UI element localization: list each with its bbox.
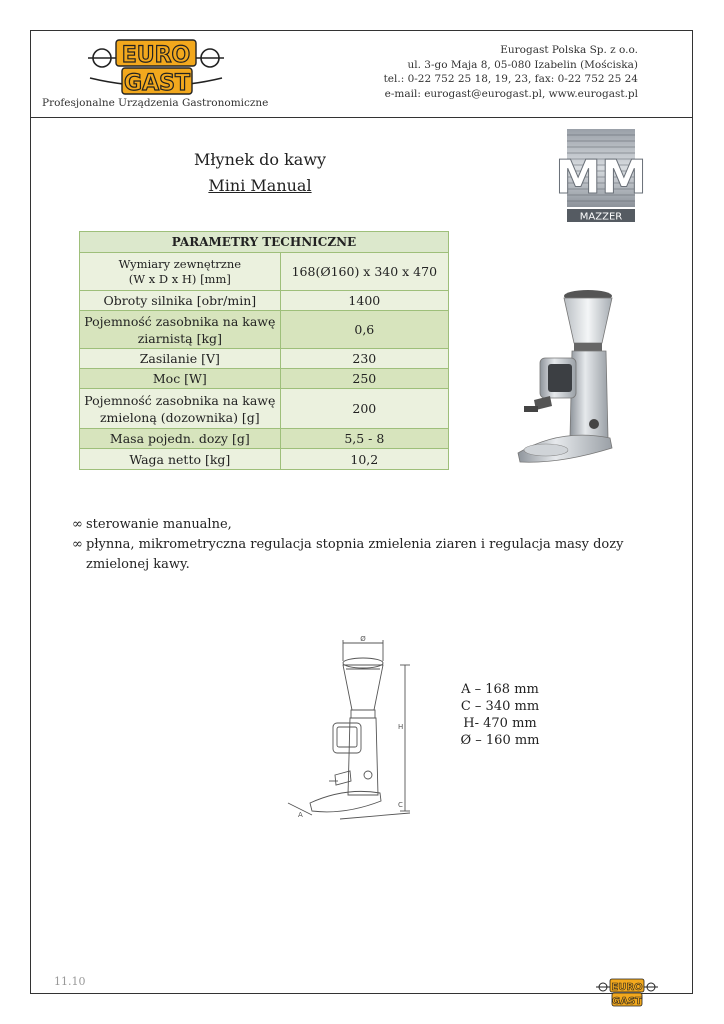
mazzer-logo xyxy=(555,127,647,223)
feature-list xyxy=(72,515,632,575)
dimensions-list xyxy=(455,681,545,749)
spec-label: Waga netto [kg] xyxy=(80,449,281,470)
spec-value: 10,2 xyxy=(280,449,448,470)
dimension-a: A – 168 mm xyxy=(461,682,539,697)
spec-label-line: ziarnistą [kg] xyxy=(137,330,222,346)
logo-text-bottom: GAST xyxy=(124,71,190,96)
dimension-diameter: Ø – 160 mm xyxy=(460,733,540,748)
logo-text-top: EURO xyxy=(121,43,191,68)
header-divider xyxy=(30,117,693,118)
specs-table xyxy=(79,231,449,470)
spec-value: 200 xyxy=(280,389,448,429)
spec-label: Obroty silnika [obr/min] xyxy=(80,291,281,311)
table-row xyxy=(80,311,449,349)
eurogast-logo xyxy=(86,36,226,98)
spec-value: 1400 xyxy=(280,291,448,311)
footer-logo-top: EURO xyxy=(611,982,643,993)
company-tagline: Profesjonalne Urządzenia Gastronomiczne xyxy=(42,97,269,109)
spec-label: Masa pojedn. dozy [g] xyxy=(80,429,281,449)
list-item xyxy=(72,535,632,575)
table-row xyxy=(80,389,449,429)
diagram-label-a: A xyxy=(298,811,303,819)
spec-value: 0,6 xyxy=(280,311,448,349)
spec-label xyxy=(80,311,281,349)
spec-label xyxy=(80,253,281,291)
spec-value: 230 xyxy=(280,349,448,369)
spec-label-line: zmieloną (dozownika) [g] xyxy=(99,409,260,425)
diagram-label-c: C xyxy=(398,801,403,809)
product-model: Mini Manual xyxy=(208,176,312,195)
table-row xyxy=(80,429,449,449)
dimension-diagram xyxy=(280,635,415,820)
specs-header: PARAMETRY TECHNICZNE xyxy=(80,232,449,253)
footer-logo-bottom: GAST xyxy=(612,996,642,1007)
list-item xyxy=(72,515,632,535)
product-photo xyxy=(510,288,625,468)
table-row xyxy=(80,369,449,389)
spec-value: 5,5 - 8 xyxy=(280,429,448,449)
footer-eurogast-logo xyxy=(596,977,658,1009)
table-row xyxy=(80,253,449,291)
spec-label-line: Pojemność zasobnika na kawę xyxy=(84,313,276,329)
feature-text: płynna, mikrometryczna regulacja stopnia zmielenia ziaren i regulacja masy dozy xyxy=(86,537,624,552)
spec-value: 168(Ø160) x 340 x 470 xyxy=(280,253,448,291)
page-code: 11.10 xyxy=(54,975,86,988)
feature-text-continued: zmielonej kawy. xyxy=(86,557,190,572)
company-phone: tel.: 0-22 752 25 18, 19, 23, fax: 0-22 752 25 24 xyxy=(383,73,638,85)
mazzer-name: MAZZER xyxy=(579,211,623,223)
dimension-h: H- 470 mm xyxy=(463,716,537,731)
diagram-label-diameter: Ø xyxy=(360,635,366,643)
company-contact-block xyxy=(384,43,638,101)
table-row xyxy=(80,349,449,369)
company-address: ul. 3-go Maja 8, 05-080 Izabelin (Mościska) xyxy=(407,58,638,71)
dimension-c: C – 340 mm xyxy=(460,699,540,714)
spec-label-line: (W x D x H) [mm] xyxy=(128,271,231,286)
table-row xyxy=(80,449,449,470)
company-email: e-mail: eurogast@eurogast.pl, www.eurogast.pl xyxy=(384,87,638,100)
bullet-infinity-icon: ∞ xyxy=(72,537,83,552)
spec-label: Zasilanie [V] xyxy=(80,349,281,369)
specs-header-row xyxy=(80,232,449,253)
spec-label-line: Pojemność zasobnika na kawę xyxy=(84,392,276,408)
mazzer-letters: MM xyxy=(555,150,647,204)
spec-label xyxy=(80,389,281,429)
diagram-label-height: H xyxy=(398,723,404,731)
product-title: Młynek do kawy xyxy=(193,150,327,169)
spec-label: Moc [W] xyxy=(80,369,281,389)
spec-label-line: Wymiary zewnętrzne xyxy=(118,256,242,271)
bullet-infinity-icon: ∞ xyxy=(72,517,83,532)
spec-value: 250 xyxy=(280,369,448,389)
company-name: Eurogast Polska Sp. z o.o. xyxy=(500,44,638,56)
table-row xyxy=(80,291,449,311)
feature-text: sterowanie manualne, xyxy=(86,517,232,532)
